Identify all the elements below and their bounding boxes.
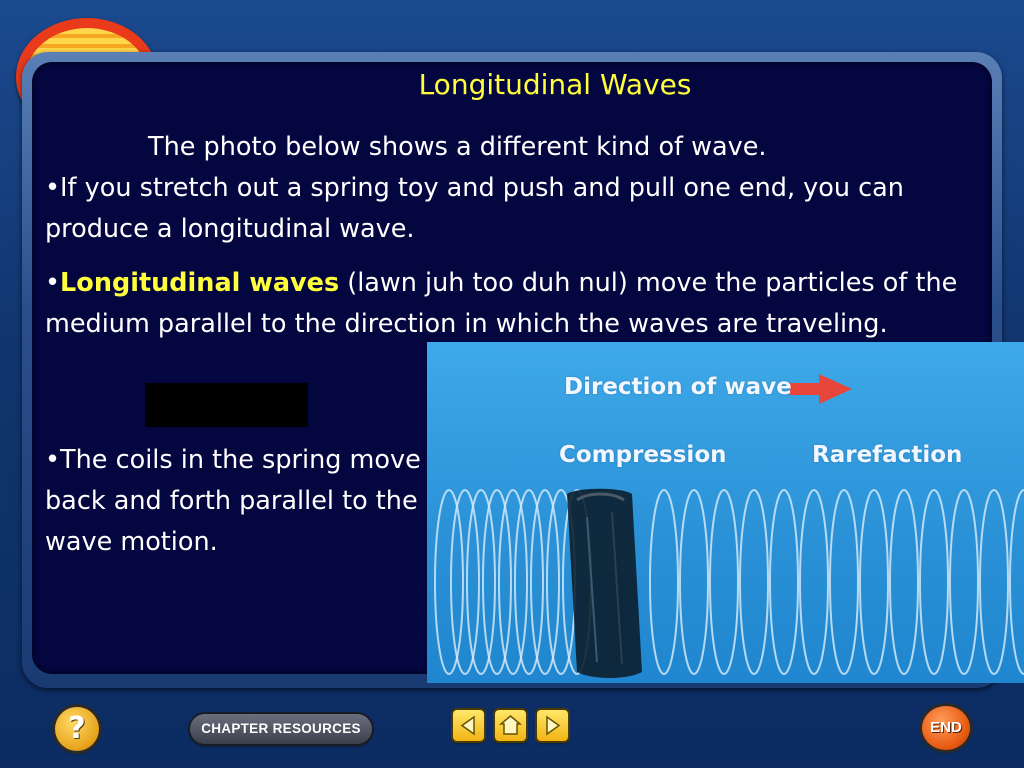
triangle-right-icon <box>537 710 568 741</box>
bullet-spring-toy: •If you stretch out a spring toy and push and pull one end, you can produce a longitudinal wave. <box>45 173 904 244</box>
spring-coil <box>435 490 463 674</box>
spring-coil <box>650 490 678 674</box>
spring-coil <box>515 490 543 674</box>
bullet-coils: •The coils in the spring move back and forth parallel to the wave motion. <box>45 445 421 557</box>
definition-text: (lawn juh too duh nul) move the particles of the medium parallel to the direction in which the waves are traveling. <box>45 268 958 339</box>
spring-coil <box>890 490 918 674</box>
bullet-longitudinal-definition <box>45 263 985 345</box>
home-button[interactable] <box>495 710 526 741</box>
keyword-longitudinal-waves: Longitudinal waves <box>60 268 340 298</box>
next-slide-button[interactable] <box>537 710 568 741</box>
end-button[interactable]: END <box>922 706 970 750</box>
previous-slide-button[interactable] <box>453 710 484 741</box>
spring-photo <box>427 342 1024 683</box>
arrow-right-icon <box>789 374 852 404</box>
help-button[interactable] <box>55 707 99 751</box>
question-icon: ? <box>68 711 86 746</box>
spring-coil <box>770 490 798 674</box>
intro-paragraph <box>45 127 985 250</box>
rarefaction-label: Rarefaction <box>812 442 963 468</box>
chapter-resources-button[interactable]: CHAPTER RESOURCES <box>190 714 372 744</box>
compression-label: Compression <box>559 442 727 468</box>
spring-coil <box>483 490 511 674</box>
redacted-box <box>145 383 308 427</box>
spring-coil <box>1010 490 1024 674</box>
triangle-left-icon <box>453 710 484 741</box>
spring-coil <box>467 490 495 674</box>
spring-coil <box>680 490 708 674</box>
spring-coil <box>950 490 978 674</box>
spring-coil <box>860 490 888 674</box>
direction-of-wave-label: Direction of wave <box>564 374 792 400</box>
spring-coil <box>830 490 858 674</box>
house-icon <box>495 710 526 741</box>
spring-coil <box>740 490 768 674</box>
intro-line: The photo below shows a different kind of wave. <box>148 132 767 162</box>
spring-coil <box>531 490 559 674</box>
spring-coil <box>710 490 738 674</box>
spring-coil <box>980 490 1008 674</box>
compression-coils <box>567 489 642 678</box>
spring-coil <box>451 490 479 674</box>
spring-coil <box>800 490 828 674</box>
spring-coil <box>499 490 527 674</box>
slide-title: Longitudinal Waves <box>418 68 692 101</box>
bullet-marker: • <box>45 268 61 298</box>
spring-coil <box>920 490 948 674</box>
